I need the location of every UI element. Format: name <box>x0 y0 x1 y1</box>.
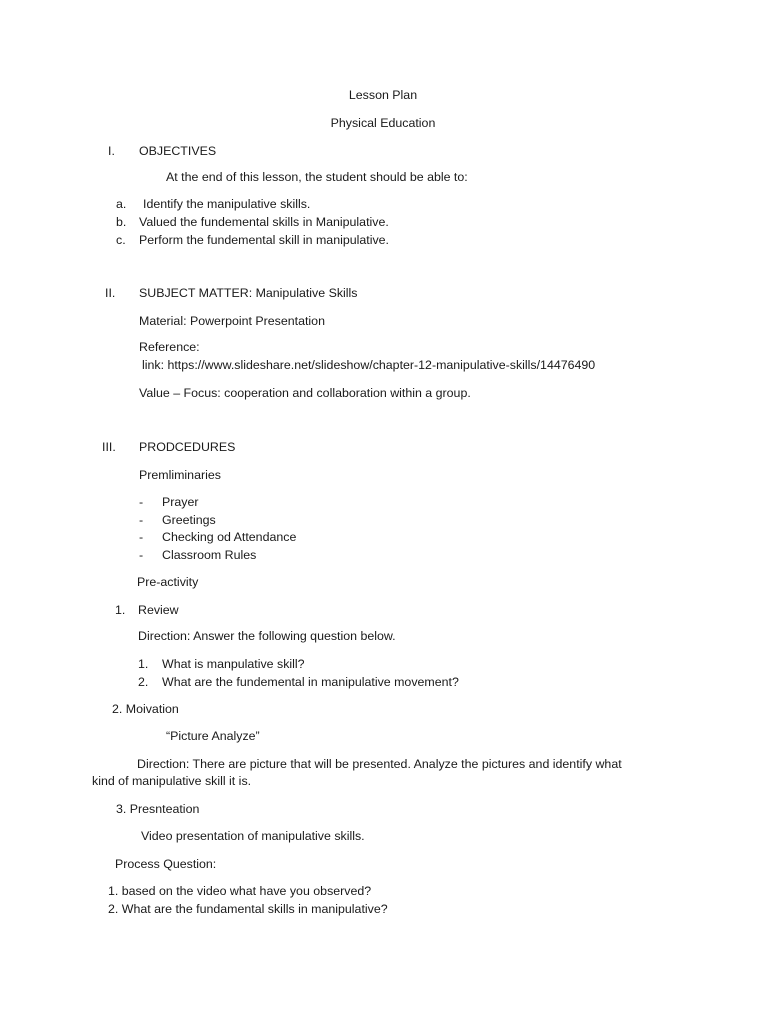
section-heading-subject-matter: SUBJECT MATTER: Manipulative Skills <box>139 286 358 300</box>
reference-link: link: https://www.slideshare.net/slideshow/chapter-12-manipulative-skills/14476490 <box>142 358 596 372</box>
bullet-dash: - <box>139 530 144 544</box>
objective-marker: a. <box>116 197 127 211</box>
section-heading-objectives: OBJECTIVES <box>139 144 217 158</box>
motivation-direction-line1: Direction: There are picture that will be presented. Analyze the pictures and identify what <box>137 757 622 771</box>
document-subtitle: Physical Education <box>330 116 436 130</box>
pre-activity-label: Pre-activity <box>137 575 199 589</box>
review-marker: 1. <box>115 603 126 617</box>
motivation-activity: “Picture Analyze” <box>166 729 260 743</box>
bullet-dash: - <box>139 495 144 509</box>
objective-marker: b. <box>116 215 127 229</box>
presentation-label: 3. Presnteation <box>116 802 200 816</box>
review-question: What are the fundemental in manipulative movement? <box>162 675 459 689</box>
process-question-item: 1. based on the video what have you observed? <box>108 884 372 898</box>
bullet-dash: - <box>139 548 144 562</box>
preliminary-item: Classroom Rules <box>162 548 257 562</box>
question-marker: 1. <box>138 657 149 671</box>
objectives-intro: At the end of this lesson, the student should be able to: <box>166 170 468 184</box>
reference-label: Reference: <box>139 340 200 354</box>
section-numeral-objectives: I. <box>108 144 115 158</box>
objective-item: Perform the fundemental skill in manipulative. <box>139 233 389 247</box>
section-numeral-subject-matter: II. <box>105 286 116 300</box>
preliminary-item: Greetings <box>162 513 216 527</box>
motivation-label: 2. Moivation <box>112 702 179 716</box>
question-marker: 2. <box>138 675 149 689</box>
process-question-label: Process Question: <box>115 857 217 871</box>
objective-item: Identify the manipulative skills. <box>143 197 311 211</box>
review-question: What is manpulative skill? <box>162 657 305 671</box>
section-heading-procedures: PRODCEDURES <box>139 440 236 454</box>
objective-item: Valued the fundemental skills in Manipulative. <box>139 215 389 229</box>
presentation-text: Video presentation of manipulative skills. <box>141 829 365 843</box>
preliminaries-label: Premliminaries <box>139 468 221 482</box>
material-line: Material: Powerpoint Presentation <box>139 314 325 328</box>
section-numeral-procedures: III. <box>102 440 116 454</box>
review-label: Review <box>138 603 179 617</box>
review-direction: Direction: Answer the following question below. <box>138 629 396 643</box>
bullet-dash: - <box>139 513 144 527</box>
objective-marker: c. <box>116 233 126 247</box>
preliminary-item: Checking od Attendance <box>162 530 297 544</box>
preliminary-item: Prayer <box>162 495 199 509</box>
document-title: Lesson Plan <box>348 88 418 102</box>
value-focus-line: Value – Focus: cooperation and collaboration within a group. <box>139 386 471 400</box>
process-question-item: 2. What are the fundamental skills in manipulative? <box>108 902 388 916</box>
motivation-direction-line2: kind of manipulative skill it is. <box>92 774 252 788</box>
